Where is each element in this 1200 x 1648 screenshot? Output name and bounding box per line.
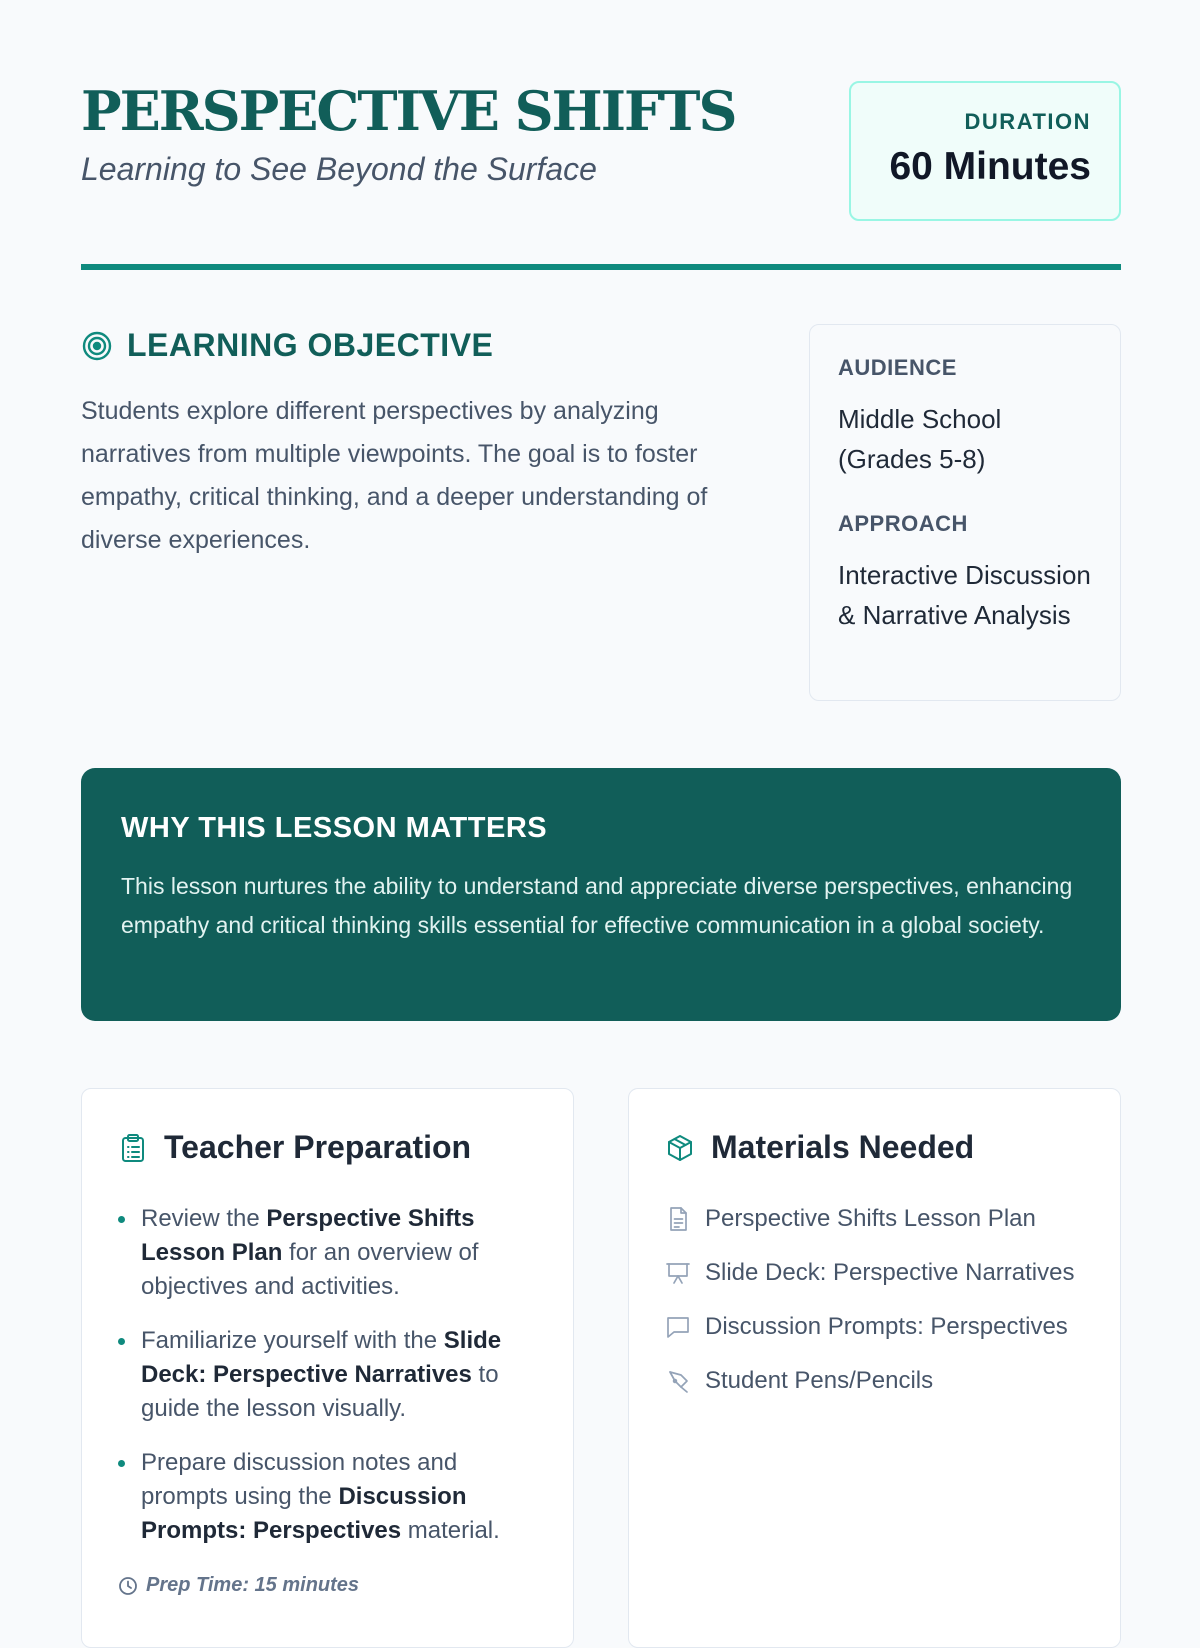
package-icon <box>665 1133 695 1163</box>
pen-icon <box>665 1368 691 1394</box>
material-label: Perspective Shifts Lesson Plan <box>705 1205 1036 1232</box>
approach-label: APPROACH <box>838 511 968 536</box>
list-item: Prepare discussion notes and prompts using the Discussion Prompts: Perspectives material. <box>118 1446 537 1548</box>
list-item <box>665 1310 1084 1344</box>
list-item <box>665 1256 1084 1290</box>
clock-icon <box>118 1576 138 1596</box>
teacher-prep-heading-row <box>118 1129 537 1166</box>
why-heading: WHY THIS LESSON MATTERS <box>121 812 548 844</box>
chat-bubble-icon <box>665 1314 691 1340</box>
prep-time <box>118 1574 537 1597</box>
materials-list <box>665 1202 1084 1398</box>
materials-heading-row <box>665 1129 1084 1166</box>
prep-time-text: Prep Time: 15 minutes <box>146 1574 360 1596</box>
material-label: Student Pens/Pencils <box>705 1367 934 1394</box>
page-subtitle: Learning to See Beyond the Surface <box>81 151 597 187</box>
materials-heading: Materials Needed <box>711 1129 975 1165</box>
duration-value: 60 Minutes <box>889 145 1091 188</box>
document-icon <box>665 1206 691 1232</box>
list-item: Familiarize yourself with the Slide Deck: Perspective Narratives to guide the lesson visually. <box>118 1324 537 1426</box>
teacher-prep-list <box>118 1202 537 1548</box>
lesson-meta-card <box>809 324 1121 701</box>
why-text: This lesson nurtures the ability to understand and appreciate diverse perspectives, enhancing empathy and critical thinking skills essential for effective communication in a global society. <box>121 873 1073 938</box>
teacher-preparation-card <box>81 1088 574 1648</box>
audience-label: AUDIENCE <box>838 355 957 380</box>
why-lesson-matters-banner <box>81 768 1121 1021</box>
list-item <box>665 1364 1084 1398</box>
duration-badge <box>849 81 1121 221</box>
material-label: Discussion Prompts: Perspectives <box>705 1313 1068 1340</box>
target-icon <box>81 330 113 362</box>
objective-text: Students explore different perspectives by analyzing narratives from multiple viewpoints. The goal is to foster empathy, critical thinking, and a deeper understanding of diverse experiences. <box>81 397 708 554</box>
header-divider <box>81 264 1121 270</box>
teacher-prep-heading: Teacher Preparation <box>164 1129 472 1165</box>
objective-heading: LEARNING OBJECTIVE <box>127 327 494 363</box>
objective-heading-row <box>81 327 493 364</box>
audience-value: Middle School (Grades 5-8) <box>838 404 1002 474</box>
materials-needed-card <box>628 1088 1121 1648</box>
clipboard-icon <box>118 1133 148 1163</box>
duration-label: DURATION <box>964 109 1091 134</box>
approach-value: Interactive Discussion & Narrative Analysis <box>838 560 1091 630</box>
lesson-page <box>81 0 1121 1600</box>
list-item <box>665 1202 1084 1236</box>
presentation-icon <box>665 1260 691 1286</box>
list-item: Review the Perspective Shifts Lesson Plan for an overview of objectives and activities. <box>118 1202 537 1304</box>
material-label: Slide Deck: Perspective Narratives <box>705 1259 1075 1286</box>
page-title: PERSPECTIVE SHIFTS <box>81 79 736 143</box>
